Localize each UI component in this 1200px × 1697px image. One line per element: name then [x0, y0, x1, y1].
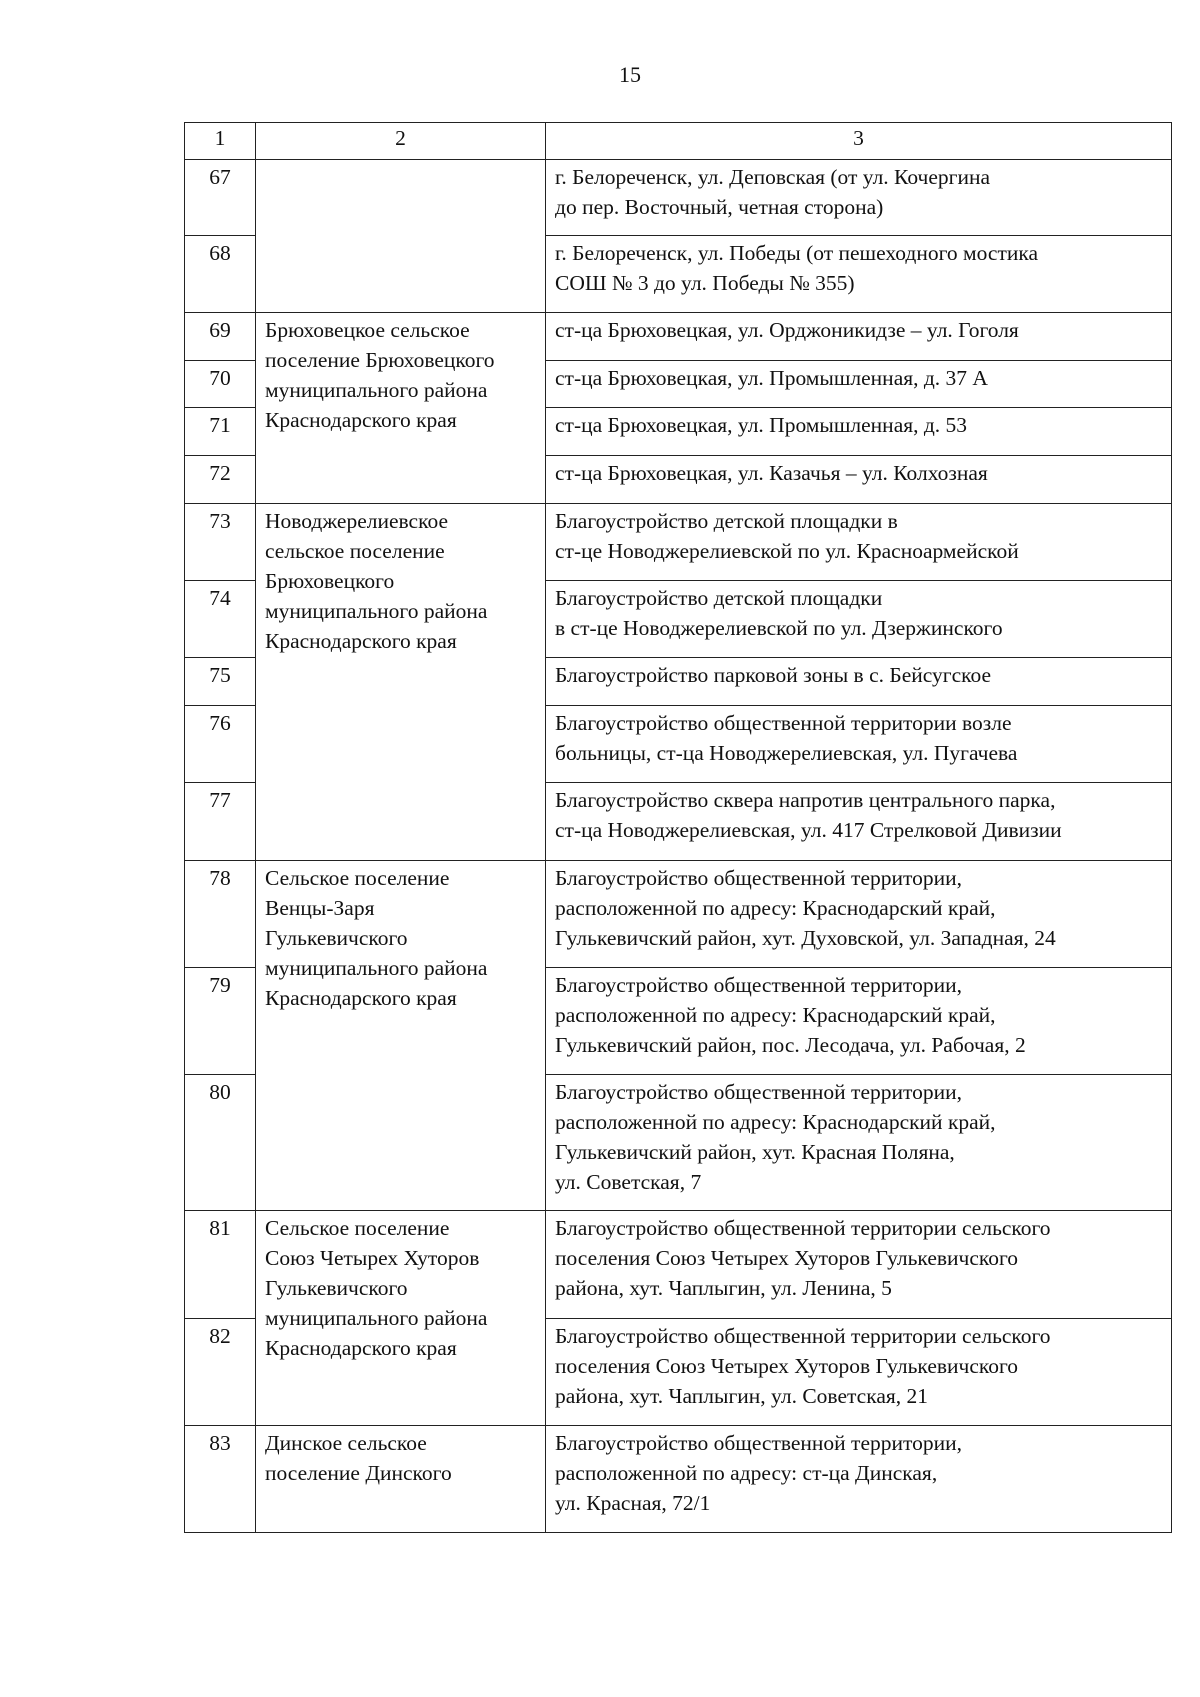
municipality-cell: Сельское поселение Союз Четырех Хуторов Гулькевичского муниципального района Краснодарского края — [256, 1211, 546, 1426]
address-cell: Благоустройство парковой зоны в с. Бейсугское — [546, 658, 1172, 706]
address-cell: Благоустройство общественной территории, расположенной по адресу: Краснодарский край, Гулькевичский район, хут. Духовской, ул. Западная, 24 — [546, 861, 1172, 968]
table-row — [185, 1426, 1172, 1533]
municipality-cell: Сельское поселение Венцы-Заря Гулькевичского муниципального района Краснодарского края — [256, 861, 546, 1211]
address-cell: г. Белореченск, ул. Деповская (от ул. Кочергина до пер. Восточный, четная сторона) — [546, 160, 1172, 236]
address-cell: Благоустройство сквера напротив центрального парка, ст-ца Новоджерелиевская, ул. 417 Стрелковой Дивизии — [546, 783, 1172, 861]
address-cell: Благоустройство детской площадки в ст-це Новоджерелиевской по ул. Красноармейской — [546, 504, 1172, 581]
address-cell: Благоустройство общественной территории сельского поселения Союз Четырех Хуторов Гулькевичского района, хут. Чаплыгин, ул. Ленина, 5 — [546, 1211, 1172, 1319]
row-number: 75 — [185, 658, 256, 706]
row-number: 74 — [185, 581, 256, 658]
header-col-2: 2 — [256, 123, 546, 160]
table-header-row — [185, 123, 1172, 160]
row-number: 80 — [185, 1075, 256, 1211]
row-number: 67 — [185, 160, 256, 236]
row-number: 81 — [185, 1211, 256, 1319]
address-cell: ст-ца Брюховецкая, ул. Казачья – ул. Колхозная — [546, 456, 1172, 504]
address-cell: Благоустройство общественной территории возле больницы, ст-ца Новоджерелиевская, ул. Пугачева — [546, 706, 1172, 783]
municipality-cell: Динское сельское поселение Динского — [256, 1426, 546, 1533]
address-cell: Благоустройство общественной территории, расположенной по адресу: Краснодарский край, Гулькевичский район, пос. Лесодача, ул. Рабочая, 2 — [546, 968, 1172, 1075]
row-number: 82 — [185, 1319, 256, 1426]
row-number: 72 — [185, 456, 256, 504]
address-cell: ст-ца Брюховецкая, ул. Промышленная, д. 37 А — [546, 361, 1172, 408]
row-number: 70 — [185, 361, 256, 408]
address-cell: ст-ца Брюховецкая, ул. Орджоникидзе – ул. Гоголя — [546, 313, 1172, 361]
address-cell: ст-ца Брюховецкая, ул. Промышленная, д. 53 — [546, 408, 1172, 456]
municipality-cell-empty — [256, 160, 546, 313]
municipality-cell: Брюховецкое сельское поселение Брюховецкого муниципального района Краснодарского края — [256, 313, 546, 504]
row-number: 71 — [185, 408, 256, 456]
row-number: 77 — [185, 783, 256, 861]
address-cell: Благоустройство общественной территории сельского поселения Союз Четырех Хуторов Гулькевичского района, хут. Чаплыгин, ул. Советская, 21 — [546, 1319, 1172, 1426]
header-col-3: 3 — [546, 123, 1172, 160]
row-number: 79 — [185, 968, 256, 1075]
row-number: 78 — [185, 861, 256, 968]
addresses-table — [184, 122, 1172, 1533]
page-number: 15 — [619, 62, 641, 87]
table-row — [185, 861, 1172, 968]
address-cell: Благоустройство детской площадки в ст-це Новоджерелиевской по ул. Дзержинского — [546, 581, 1172, 658]
address-cell: г. Белореченск, ул. Победы (от пешеходного мостика СОШ № 3 до ул. Победы № 355) — [546, 236, 1172, 313]
row-number: 68 — [185, 236, 256, 313]
row-number: 69 — [185, 313, 256, 361]
table-row — [185, 504, 1172, 581]
table-row — [185, 160, 1172, 236]
address-cell: Благоустройство общественной территории, расположенной по адресу: Краснодарский край, Гулькевичский район, хут. Красная Поляна, ул. Советская, 7 — [546, 1075, 1172, 1211]
header-col-1: 1 — [185, 123, 256, 160]
table-row — [185, 313, 1172, 361]
municipality-cell: Новоджерелиевское сельское поселение Брюховецкого муниципального района Краснодарского края — [256, 504, 546, 861]
row-number: 83 — [185, 1426, 256, 1533]
table-row — [185, 1211, 1172, 1319]
address-cell: Благоустройство общественной территории, расположенной по адресу: ст-ца Динская, ул. Красная, 72/1 — [546, 1426, 1172, 1533]
row-number: 73 — [185, 504, 256, 581]
row-number: 76 — [185, 706, 256, 783]
